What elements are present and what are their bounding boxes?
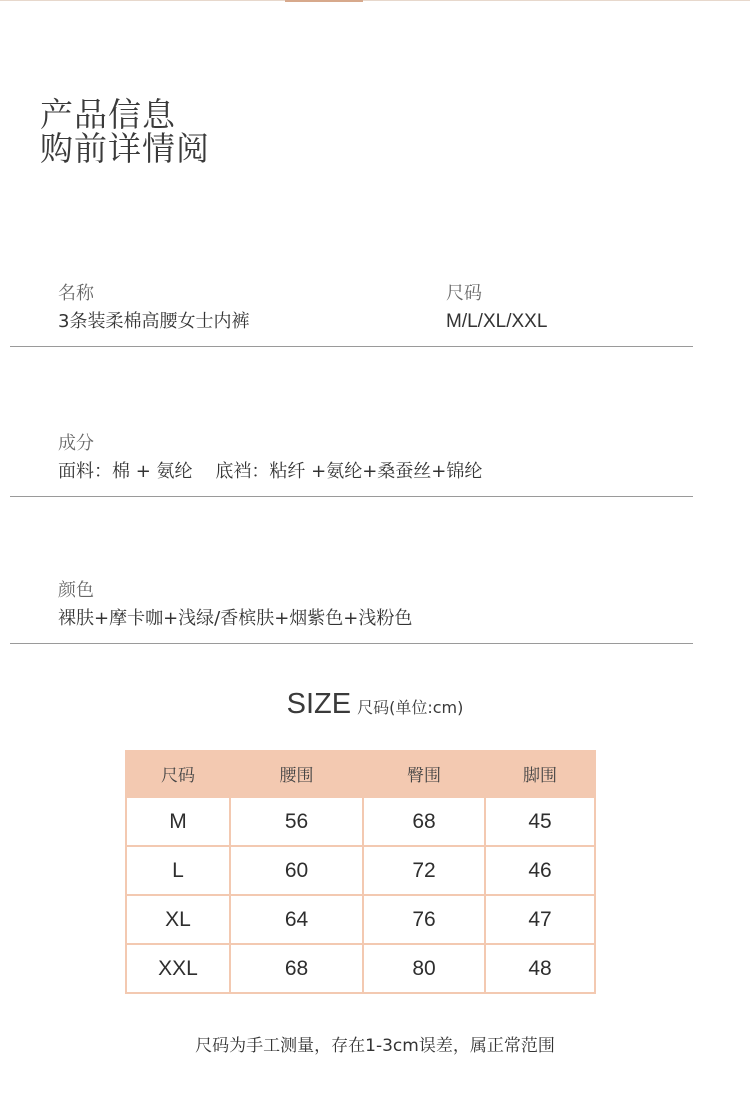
composition-label: 成分 <box>58 433 94 454</box>
cell-leg: 45 <box>485 797 595 846</box>
divider-2 <box>10 496 693 497</box>
cell-leg: 47 <box>485 895 595 944</box>
cell-size: M <box>126 797 230 846</box>
cell-leg: 46 <box>485 846 595 895</box>
cell-hip: 80 <box>363 944 485 993</box>
page-title-line1: 产品信息 <box>40 95 176 134</box>
divider-1 <box>10 346 693 347</box>
header-cell-size: 尺码 <box>126 750 230 797</box>
header-cell-waist: 腰围 <box>230 750 363 797</box>
color-value: 裸肤+摩卡咖+浅绿/香槟肤+烟紫色+浅粉色 <box>58 608 413 629</box>
cell-size: L <box>126 846 230 895</box>
table-row <box>126 944 595 993</box>
size-table <box>125 750 596 994</box>
header-cell-hip: 臀围 <box>363 750 485 797</box>
cell-waist: 56 <box>230 797 363 846</box>
size-subtitle-text: 尺码(单位:cm) <box>357 698 464 717</box>
cell-size: XXL <box>126 944 230 993</box>
cell-waist: 64 <box>230 895 363 944</box>
table-row <box>126 846 595 895</box>
size-table-header-row <box>126 750 595 797</box>
name-label: 名称 <box>58 283 94 304</box>
top-accent-bar <box>285 0 363 2</box>
cell-hip: 76 <box>363 895 485 944</box>
cell-waist: 60 <box>230 846 363 895</box>
page-title-line2: 购前详情阅 <box>40 129 210 168</box>
cell-leg: 48 <box>485 944 595 993</box>
size-chart-title <box>0 688 750 721</box>
composition-value: 面料：棉 + 氨纶 底裆：粘纤 +氨纶+桑蚕丝+锦纶 <box>58 461 483 482</box>
size-value: M/L/XL/XXL <box>446 311 548 332</box>
name-value: 3条装柔棉高腰女士内裤 <box>58 311 250 332</box>
cell-hip: 68 <box>363 797 485 846</box>
measurement-note: 尺码为手工测量，存在1-3cm误差，属正常范围 <box>195 1036 555 1056</box>
size-label: 尺码 <box>446 283 482 304</box>
header-cell-leg: 脚围 <box>485 750 595 797</box>
table-row <box>126 895 595 944</box>
table-row <box>126 797 595 846</box>
color-label: 颜色 <box>58 580 94 601</box>
cell-hip: 72 <box>363 846 485 895</box>
divider-3 <box>10 643 693 644</box>
cell-waist: 68 <box>230 944 363 993</box>
cell-size: XL <box>126 895 230 944</box>
size-title-text: SIZE <box>286 688 352 720</box>
top-border <box>0 0 750 1</box>
